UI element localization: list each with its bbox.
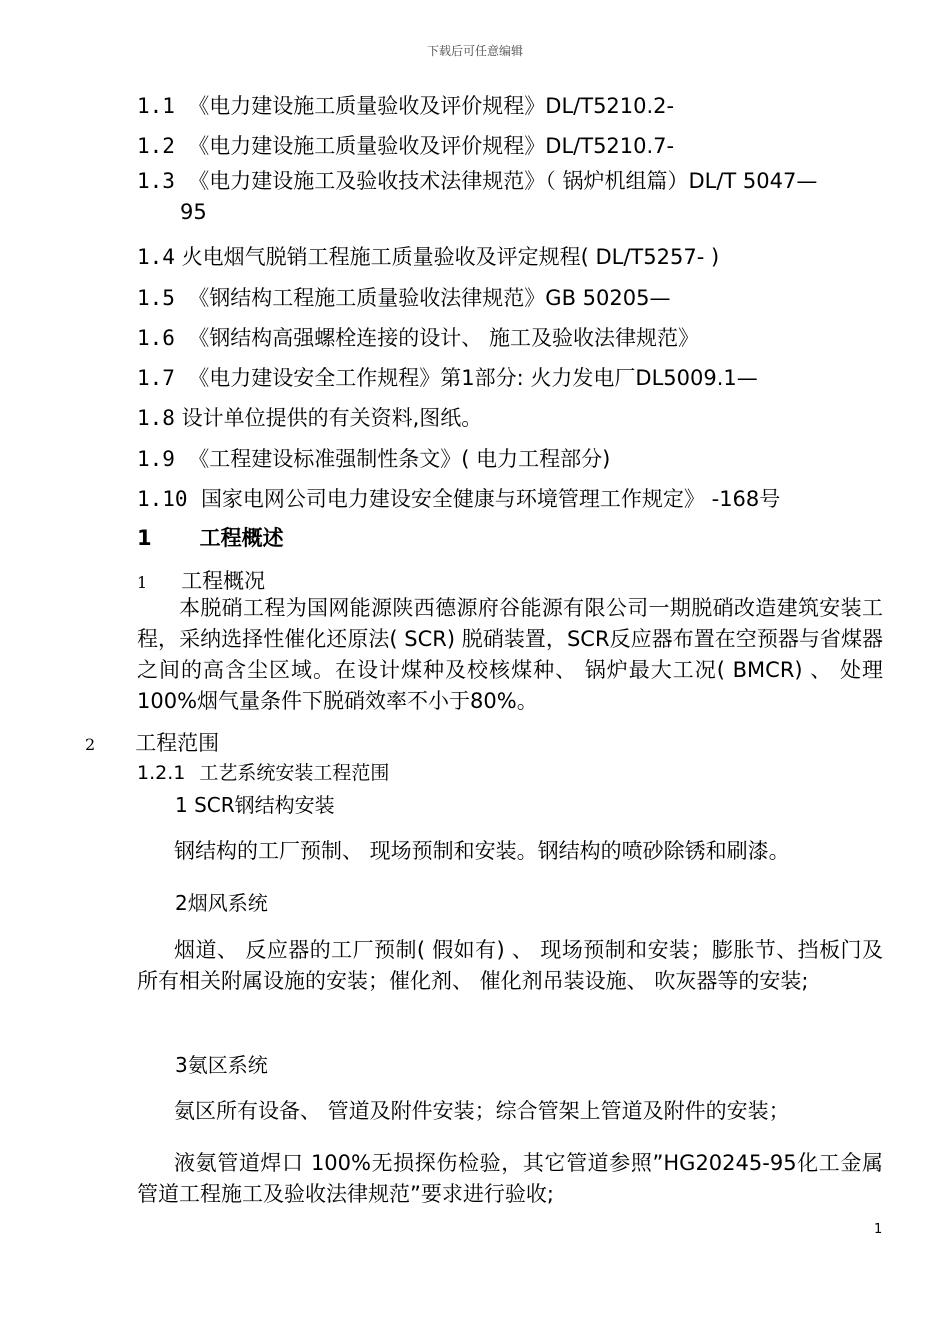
reference-number: 1.1 xyxy=(137,94,175,118)
section-heading xyxy=(137,522,284,552)
scope-item-body: 氨区所有设备、 管道及附件安装；综合管架上管道及附件的安装； xyxy=(174,1099,790,1123)
scope-item-title: 2烟风系统 xyxy=(175,891,268,915)
section-heading xyxy=(85,727,219,757)
reference-text: 《工程建设标准强制性条文》( 电力工程部分) xyxy=(188,447,611,471)
reference-item xyxy=(137,130,674,160)
subsection-title: 工程概况 xyxy=(181,569,266,593)
reference-item xyxy=(137,90,674,120)
reference-item xyxy=(137,166,897,228)
reference-number: 1.4 xyxy=(137,245,175,269)
page-header: 下载后可任意编辑 xyxy=(426,44,523,58)
overview-paragraph: 本脱硝工程为国网能源陕西德源府谷能源有限公司一期脱硝改造建筑安装工程，采纳选择性催化还原法( SCR) 脱硝装置，SCR反应器布置在空预器与省煤器之间的高含尘区域。在设计煤种及校核煤种、 锅炉最大工况( BMCR) 、 处理100%烟气量条件下脱硝效率不小于80%。 xyxy=(137,596,883,713)
scope-item-title: 1 SCR钢结构安装 xyxy=(175,793,335,817)
reference-number: 1.8 xyxy=(137,406,175,430)
subsection-number: 1.2.1 xyxy=(137,762,186,784)
subsection-heading xyxy=(137,565,265,595)
reference-number: 1.5 xyxy=(137,286,175,310)
section-title: 工程概述 xyxy=(199,526,284,550)
reference-number: 1.6 xyxy=(137,326,175,350)
scope-item-body: 液氨管道焊口 100%无损探伤检验，其它管道参照”HG20245-95化工金属管道工程施工及验收法律规范”要求进行验收; xyxy=(137,1151,883,1206)
reference-text: 《电力建设施工及验收技术法律规范》（ 锅炉机组篇）DL/T 5047— xyxy=(188,169,818,193)
reference-item xyxy=(137,322,699,352)
page-number: 1 xyxy=(874,1222,883,1237)
reference-item xyxy=(137,241,719,271)
subsection-number: 1 xyxy=(137,573,148,592)
subsection-title: 工艺系统安装工程范围 xyxy=(199,762,390,784)
reference-text: 《电力建设安全工作规程》第1部分: 火力发电厂DL5009.1— xyxy=(188,366,758,390)
section-number: 1 xyxy=(137,526,152,550)
scope-item-body: 钢结构的工厂预制、 现场预制和安装。钢结构的喷砂除锈和刷漆。 xyxy=(174,839,790,863)
reference-continuation: 95 xyxy=(180,200,207,224)
reference-text: 设计单位提供的有关资料,图纸。 xyxy=(181,406,483,430)
reference-text: 《钢结构高强螺栓连接的设计、 施工及验收法律规范》 xyxy=(188,326,699,350)
scope-item-title: 3氨区系统 xyxy=(175,1053,268,1077)
scope-item-body: 烟道、 反应器的工厂预制( 假如有) 、 现场预制和安装；膨胀节、挡板门及所有相关附属设施的安装；催化剂、 催化剂吊装设施、 吹灰器等的安装; xyxy=(137,938,883,993)
reference-number: 1.10 xyxy=(137,487,188,511)
reference-text: 《电力建设施工质量验收及评价规程》DL/T5210.2- xyxy=(188,94,675,118)
reference-text: 《钢结构工程施工质量验收法律规范》GB 50205— xyxy=(188,286,671,310)
reference-number: 1.7 xyxy=(137,366,175,390)
reference-text: 国家电网公司电力建设安全健康与环境管理工作规定》 -168号 xyxy=(200,487,781,511)
reference-item xyxy=(137,282,670,312)
subsection-heading xyxy=(137,758,389,785)
section-number: 2 xyxy=(85,735,96,754)
section-title: 工程范围 xyxy=(135,731,220,755)
reference-item xyxy=(137,402,482,432)
reference-number: 1.3 xyxy=(137,169,175,193)
reference-item xyxy=(137,483,780,513)
reference-number: 1.9 xyxy=(137,447,175,471)
reference-number: 1.2 xyxy=(137,134,175,158)
reference-item xyxy=(137,443,610,473)
reference-text: 火电烟气脱销工程施工质量验收及评定规程( DL/T5257- ) xyxy=(181,245,720,269)
reference-item xyxy=(137,362,758,392)
reference-text: 《电力建设施工质量验收及评价规程》DL/T5210.7- xyxy=(188,134,675,158)
